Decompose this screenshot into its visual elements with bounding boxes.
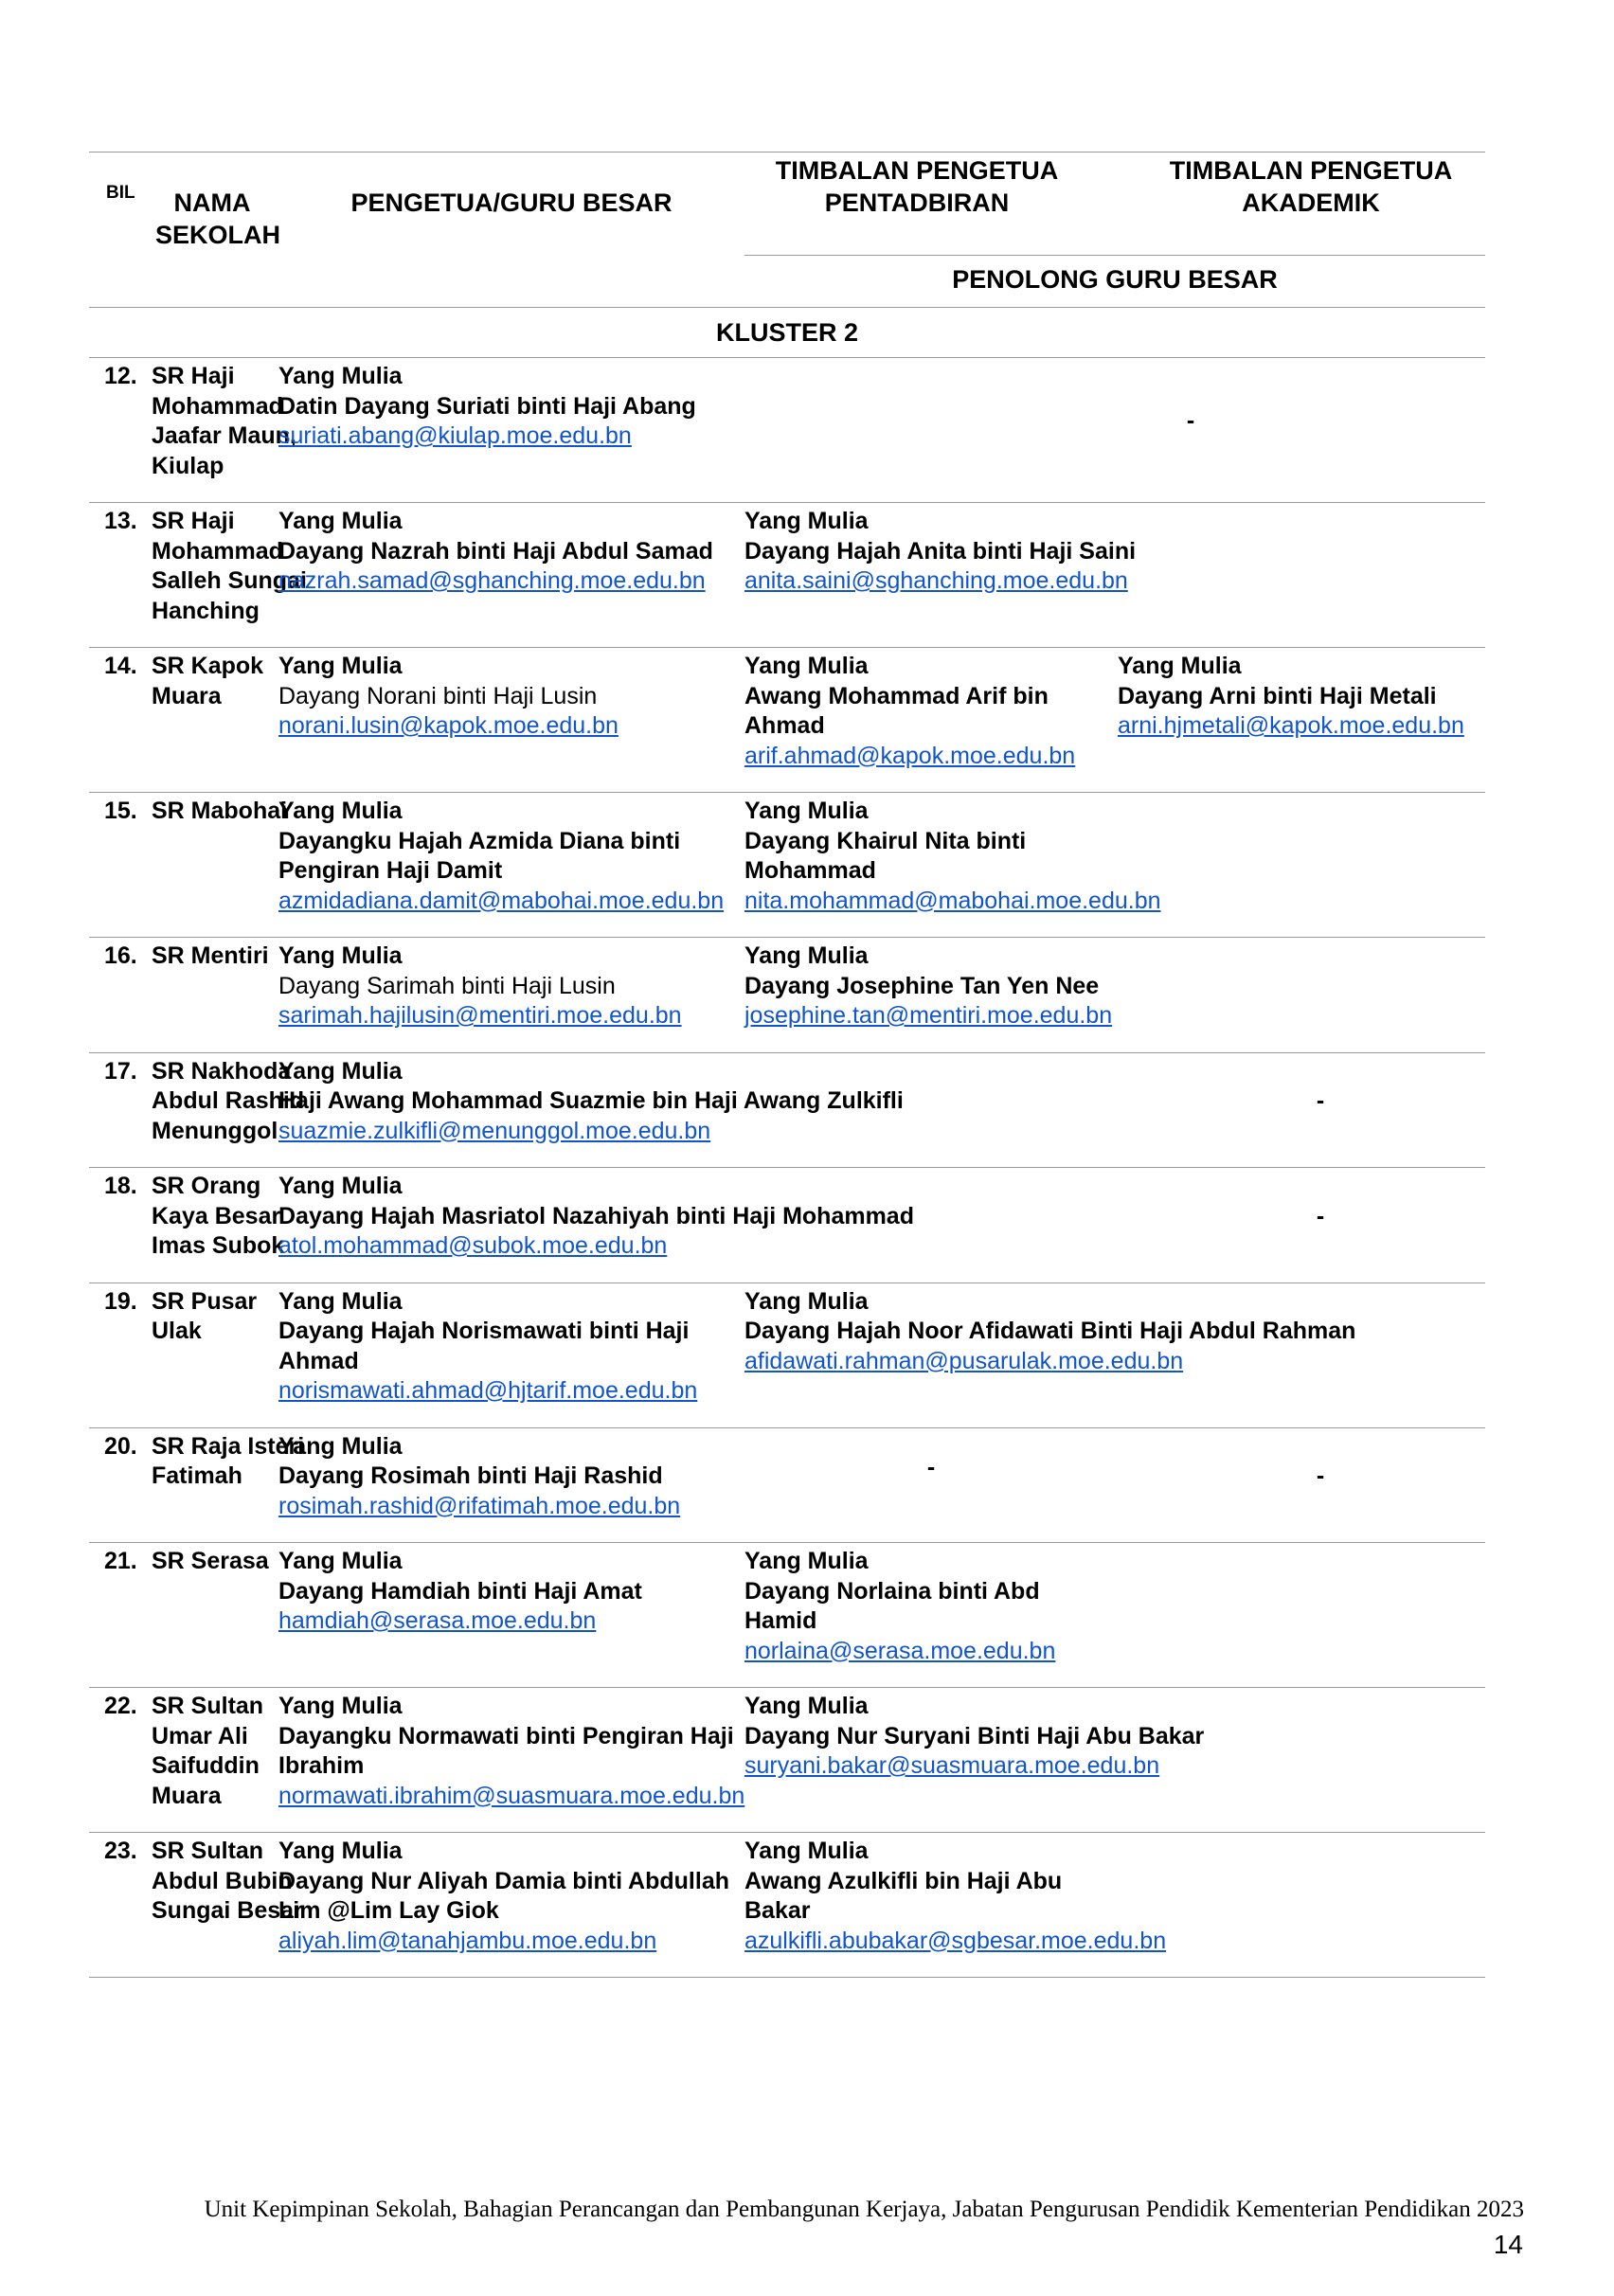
entry-title: Yang Mulia bbox=[744, 798, 869, 824]
header-timbalan-pentadbiran: TIMBALAN PENGETUA PENTADBIRAN bbox=[775, 156, 1059, 217]
school-name: SR Nakhoda Abdul Rashid Menunggol bbox=[155, 1052, 278, 1168]
entry-name: Dayangku Normawati binti Pengiran Haji Ibrahim bbox=[278, 1722, 734, 1779]
entry-name: Dayang Hajah Anita binti Haji Saini bbox=[744, 537, 1137, 565]
row-number: 14. bbox=[89, 648, 155, 793]
tpp-cell bbox=[744, 1283, 1485, 1427]
school-name: SR Orang Kaya Besar Imas Subok bbox=[155, 1168, 278, 1283]
entry-title: Yang Mulia bbox=[278, 508, 403, 534]
deputy-dash: - bbox=[744, 358, 1485, 503]
table-row bbox=[89, 1283, 1485, 1427]
school-name: SR Raja Isteri Fatimah bbox=[155, 1427, 278, 1543]
email-link[interactable]: anita.saini@sghanching.moe.edu.bn bbox=[744, 567, 1128, 594]
footer-text: Unit Kepimpinan Sekolah, Bahagian Perancangan dan Pembangunan Kerjaya, Jabatan Pengurusan Pendidik Kementerian Pendidikan 2023 bbox=[204, 2197, 1524, 2222]
entry-name: Dayang Nur Aliyah Damia binti Abdullah Lim @Lim Lay Giok bbox=[278, 1867, 729, 1924]
entry-title: Yang Mulia bbox=[278, 1287, 403, 1315]
entry-name: Awang Mohammad Arif bin Ahmad bbox=[744, 682, 1049, 739]
tpa-dash: - bbox=[1118, 1427, 1485, 1543]
entry-name: Dayang Josephine Tan Yen Nee bbox=[744, 972, 1100, 999]
principal-cell bbox=[278, 1688, 744, 1833]
school-name: SR Haji Mohammad Salleh Sungai Hanching bbox=[155, 503, 278, 648]
table-row bbox=[89, 1427, 1485, 1543]
tpp-cell bbox=[744, 938, 1118, 1053]
email-link[interactable]: suryani.bakar@suasmuara.moe.edu.bn bbox=[744, 1752, 1160, 1779]
school-name: SR Serasa bbox=[155, 1543, 278, 1688]
entry-name: Dayang Norani binti Haji Lusin bbox=[278, 682, 598, 709]
email-link[interactable]: nita.mohammad@mabohai.moe.edu.bn bbox=[744, 887, 1161, 914]
tpp-cell bbox=[744, 1833, 1167, 1978]
row-number: 15. bbox=[89, 793, 155, 938]
entry-title: Yang Mulia bbox=[278, 1548, 403, 1574]
tpp-cell bbox=[744, 793, 1161, 938]
entry-title: Yang Mulia bbox=[278, 1693, 403, 1719]
principal-cell bbox=[278, 1543, 744, 1688]
entry-title: Yang Mulia bbox=[744, 1838, 869, 1864]
email-link[interactable]: atol.mohammad@subok.moe.edu.bn bbox=[278, 1232, 668, 1259]
entry-title: Yang Mulia bbox=[278, 942, 403, 969]
header-bil: BIL bbox=[106, 183, 135, 203]
entry-name: Dayang Hajah Noor Afidawati Binti Haji Abdul Rahman bbox=[744, 1318, 1356, 1344]
document-page bbox=[89, 152, 1485, 1978]
header-pengetua: PENGETUA/GURU BESAR bbox=[350, 188, 672, 217]
entry-name: Dayang Hajah Norismawati binti Haji Ahmad bbox=[278, 1318, 690, 1374]
entry-title: Yang Mulia bbox=[1118, 653, 1242, 679]
entry-name: Dayang Arni binti Haji Metali bbox=[1118, 682, 1437, 709]
email-link[interactable]: normawati.ibrahim@suasmuara.moe.edu.bn bbox=[278, 1782, 745, 1809]
tpa-cell bbox=[1118, 793, 1485, 938]
email-link[interactable]: nazrah.samad@sghanching.moe.edu.bn bbox=[278, 567, 706, 594]
school-name: SR Mabohai bbox=[155, 793, 278, 938]
email-link[interactable]: norismawati.ahmad@hjtarif.moe.edu.bn bbox=[278, 1377, 698, 1404]
email-link[interactable]: afidawati.rahman@pusarulak.moe.edu.bn bbox=[744, 1347, 1184, 1374]
table-row bbox=[89, 1052, 1485, 1168]
entry-title: Yang Mulia bbox=[278, 1432, 403, 1460]
school-name: SR Pusar Ulak bbox=[155, 1283, 278, 1427]
row-number: 21. bbox=[89, 1543, 155, 1688]
entry-title: Yang Mulia bbox=[744, 508, 869, 534]
header-timbalan-akademik: TIMBALAN PENGETUA AKADEMIK bbox=[1169, 156, 1453, 217]
tpp-cell bbox=[744, 503, 1137, 648]
tpp-dash: - bbox=[744, 1427, 1118, 1543]
tpa-cell bbox=[1118, 503, 1485, 648]
entry-title: Yang Mulia bbox=[744, 653, 869, 679]
header-nama-sekolah: NAMA SEKOLAH bbox=[155, 188, 281, 249]
row-number: 22. bbox=[89, 1688, 155, 1833]
email-link[interactable]: norani.lusin@kapok.moe.edu.bn bbox=[278, 712, 619, 739]
email-link[interactable]: arni.hjmetali@kapok.moe.edu.bn bbox=[1118, 712, 1464, 739]
email-link[interactable]: hamdiah@serasa.moe.edu.bn bbox=[278, 1607, 597, 1634]
principal-cell bbox=[278, 1052, 1118, 1168]
tpa-cell bbox=[1118, 1543, 1485, 1688]
row-number: 18. bbox=[89, 1168, 155, 1283]
staff-table bbox=[89, 152, 1485, 1978]
entry-name: Dayangku Hajah Azmida Diana binti Pengiran Haji Damit bbox=[278, 827, 681, 884]
email-link[interactable]: aliyah.lim@tanahjambu.moe.edu.bn bbox=[278, 1927, 657, 1954]
tpa-cell bbox=[1118, 648, 1485, 793]
header-penolong: PENOLONG GURU BESAR bbox=[744, 256, 1485, 308]
principal-cell bbox=[278, 938, 744, 1053]
entry-title: Yang Mulia bbox=[278, 1838, 403, 1864]
table-row bbox=[89, 648, 1485, 793]
tpa-cell bbox=[1118, 1688, 1485, 1833]
table-row bbox=[89, 938, 1485, 1053]
email-link[interactable]: suriati.abang@kiulap.moe.edu.bn bbox=[278, 422, 632, 449]
email-link[interactable]: sarimah.hajilusin@mentiri.moe.edu.bn bbox=[278, 1002, 682, 1029]
school-name: SR Kapok Muara bbox=[155, 648, 278, 793]
entry-name: Dayang Khairul Nita binti Mohammad bbox=[744, 827, 1027, 884]
entry-name: Dayang Hamdiah binti Haji Amat bbox=[278, 1577, 642, 1605]
email-link[interactable]: suazmie.zulkifli@menunggol.moe.edu.bn bbox=[278, 1117, 711, 1144]
email-link[interactable]: azulkifli.abubakar@sgbesar.moe.edu.bn bbox=[744, 1927, 1167, 1954]
table-row bbox=[89, 1688, 1485, 1833]
page-number: 14 bbox=[1493, 2230, 1523, 2259]
email-link[interactable]: norlaina@serasa.moe.edu.bn bbox=[744, 1637, 1056, 1664]
tpp-cell bbox=[744, 1688, 1205, 1833]
email-link[interactable]: josephine.tan@mentiri.moe.edu.bn bbox=[744, 1002, 1113, 1029]
entry-name: Awang Azulkifli bin Haji Abu Bakar bbox=[744, 1867, 1063, 1924]
principal-cell bbox=[278, 793, 744, 938]
entry-title: Yang Mulia bbox=[278, 1173, 403, 1199]
principal-cell bbox=[278, 1833, 744, 1978]
table-row bbox=[89, 1168, 1485, 1283]
entry-name: Haji Awang Mohammad Suazmie bin Haji Awang Zulkifli bbox=[278, 1087, 904, 1114]
principal-cell bbox=[278, 1427, 744, 1543]
entry-title: Yang Mulia bbox=[744, 1548, 869, 1574]
row-number: 20. bbox=[89, 1427, 155, 1543]
table-body bbox=[89, 358, 1485, 1978]
entry-title: Yang Mulia bbox=[278, 798, 403, 824]
entry-title: Yang Mulia bbox=[744, 1287, 869, 1315]
tpp-cell bbox=[744, 1543, 1118, 1688]
principal-cell bbox=[278, 1283, 744, 1427]
table-row bbox=[89, 358, 1485, 503]
entry-name: Dayang Nur Suryani Binti Haji Abu Bakar bbox=[744, 1722, 1205, 1749]
row-number: 12. bbox=[89, 358, 155, 503]
school-name: SR Mentiri bbox=[155, 938, 278, 1053]
row-number: 23. bbox=[89, 1833, 155, 1978]
row-number: 17. bbox=[89, 1052, 155, 1168]
entry-name: Dayang Nazrah binti Haji Abdul Samad bbox=[278, 537, 713, 565]
email-link[interactable]: azmidadiana.damit@mabohai.moe.edu.bn bbox=[278, 887, 725, 914]
table-row bbox=[89, 503, 1485, 648]
email-link[interactable]: rosimah.rashid@rifatimah.moe.edu.bn bbox=[278, 1492, 681, 1519]
entry-title: Yang Mulia bbox=[278, 653, 403, 679]
table-row bbox=[89, 1543, 1485, 1688]
entry-name: Dayang Norlaina binti Abd Hamid bbox=[744, 1577, 1040, 1634]
row-number: 13. bbox=[89, 503, 155, 648]
table-row bbox=[89, 793, 1485, 938]
tpa-dash: - bbox=[1118, 1168, 1485, 1283]
principal-cell bbox=[278, 358, 744, 503]
entry-name: Dayang Rosimah binti Haji Rashid bbox=[278, 1462, 663, 1489]
entry-title: Yang Mulia bbox=[744, 1693, 869, 1719]
entry-name: Dayang Sarimah binti Haji Lusin bbox=[278, 972, 616, 999]
email-link[interactable]: arif.ahmad@kapok.moe.edu.bn bbox=[744, 742, 1076, 769]
entry-name: Datin Dayang Suriati binti Haji Abang bbox=[278, 392, 696, 420]
row-number: 16. bbox=[89, 938, 155, 1053]
principal-cell bbox=[278, 503, 744, 648]
entry-name: Dayang Hajah Masriatol Nazahiyah binti Haji Mohammad bbox=[278, 1202, 914, 1229]
school-name: SR Sultan Umar Ali Saifuddin Muara bbox=[155, 1688, 278, 1833]
school-name: SR Sultan Abdul Bubin Sungai Besar bbox=[155, 1833, 278, 1978]
tpa-cell bbox=[1118, 938, 1485, 1053]
principal-cell bbox=[278, 1168, 1118, 1283]
entry-title: Yang Mulia bbox=[278, 363, 403, 389]
principal-cell bbox=[278, 648, 744, 793]
row-number: 19. bbox=[89, 1283, 155, 1427]
table-row bbox=[89, 1833, 1485, 1978]
school-name: SR Haji Mohammad Jaafar Maun, Kiulap bbox=[155, 358, 278, 503]
tpa-dash: - bbox=[1118, 1052, 1485, 1168]
entry-title: Yang Mulia bbox=[278, 1057, 403, 1085]
entry-title: Yang Mulia bbox=[744, 942, 869, 969]
tpa-cell bbox=[1118, 1833, 1485, 1978]
tpp-cell bbox=[744, 648, 1118, 793]
cluster-label: KLUSTER 2 bbox=[89, 308, 1485, 358]
